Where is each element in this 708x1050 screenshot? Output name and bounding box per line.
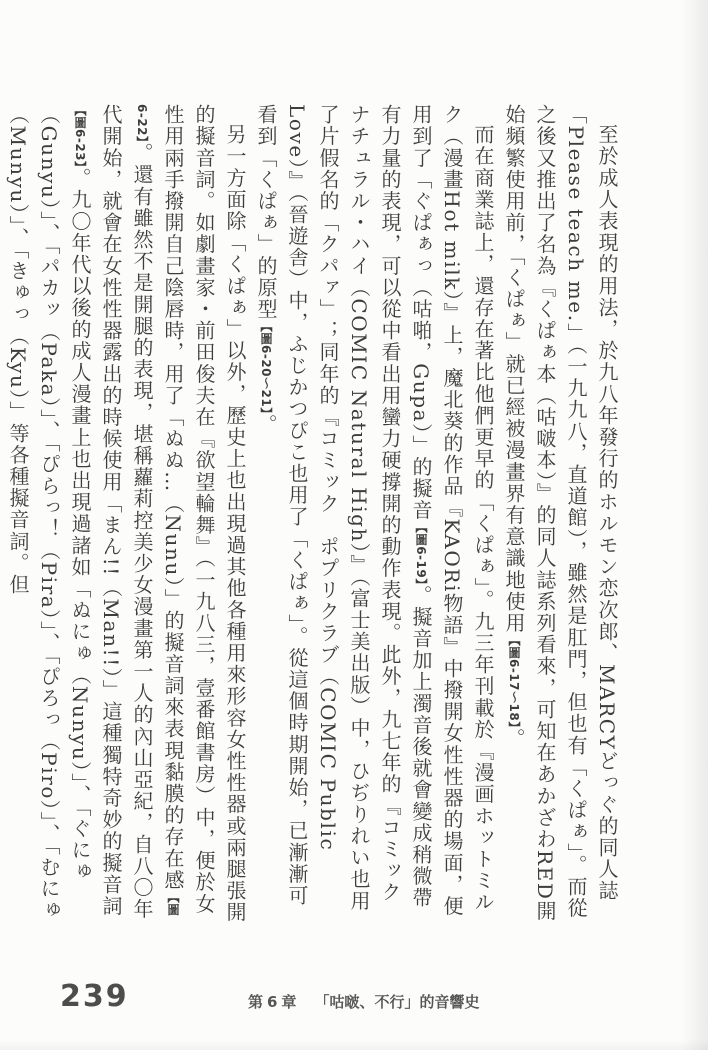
- figure-reference: 【圖6-20～21】: [259, 320, 273, 414]
- figure-reference: 【圖6-19】: [414, 521, 428, 585]
- page-footer: [0, 975, 708, 1025]
- chapter-number: 第6章: [248, 993, 301, 1011]
- paragraph: 至於成人表現的用法，於九八年發行的ホルモン恋次郎、MARCYどっぐ的同人誌「Please teach me.」（一九九八，直道館），雖然是肛門，但也有「くぱぁ」。而從之後又推出了名為『くぱぁ本（咕啵本）』的同人誌系列看來，可知在あかざわRED開始頻繁使用前，「くぱぁ」就已經被漫畫界有意識地使用【圖6-17～18】。: [502, 104, 619, 923]
- page-number: 239: [60, 979, 129, 1014]
- paragraph: 另一方面除「くぱぁ」以外，歷史上也出現過其他各種用來形容女性性器或兩腿張開的擬音詞。如劇畫家・前田俊夫在『欲望輪舞』（一九八三，壹番館書房）中，便於女性用兩手撥開自己陰唇時，用了「ぬぬ…（Nunu）」的擬音詞來表現黏膜的存在感【圖6-22】。還有雖然不是開腿的表現，堪稱蘿莉控美少女漫畫第一人的內山亞紀，自八〇年代開始，就會在女性性器露出的時候使用「まん!!（Man!!）」這種獨特奇妙的擬音詞【圖6-23】。九〇年代以後的成人漫畫上也出現過諸如「ぬにゅ（Nunyu）」、「ぐにゅ（Gunyu）」、「パカッ（Paka）」、「ぴらっ！（Pira）」、「ぴろっ（Piro）」、「むにゅ（Munyu）」、「きゅっ（Kyu）」等各種擬音詞。但: [6, 104, 247, 924]
- paragraph: 而在商業誌上，還存在著比他們更早的「くぱぁ」。九三年刊載於『漫画ホットミルク（漫畫Hot milk）』上，魔北葵的作品『KAORi物語』中撥開女性性器的場面，便用到了「ぐぱぁっ（咕啪，Gupa）」的擬音【圖6-19】。擬音加上濁音後就會變成稍微帶有力量的表現，可以從中看出用蠻力硬撐開的動作表現。此外，九七年的『コミック ナチュラル・ハイ（COMIC Natural High）』（富士美出版）中，ひぢりれい也用了片假名的「クパァ」；同年的『コミック ポプリクラブ（COMIC Public Love）』（晉遊舎）中，ふじかつぴこ也用了「くぱぁ」。從這個時期開始，已漸漸可看到「くぱぁ」的原型【圖6-20～21】。: [254, 104, 495, 925]
- figure-reference: 【圖6-17～18】: [507, 634, 521, 728]
- scan-shadow-right: [682, 0, 708, 1050]
- body-text: [6, 104, 622, 928]
- scan-shadow-bottom: [0, 1040, 708, 1050]
- figure-reference: 【圖6-22】: [135, 104, 180, 916]
- chapter-footer: [248, 991, 479, 1012]
- figure-reference: 【圖6-23】: [73, 104, 87, 168]
- chapter-title: 「咕啵、不行」的音響史: [314, 993, 480, 1011]
